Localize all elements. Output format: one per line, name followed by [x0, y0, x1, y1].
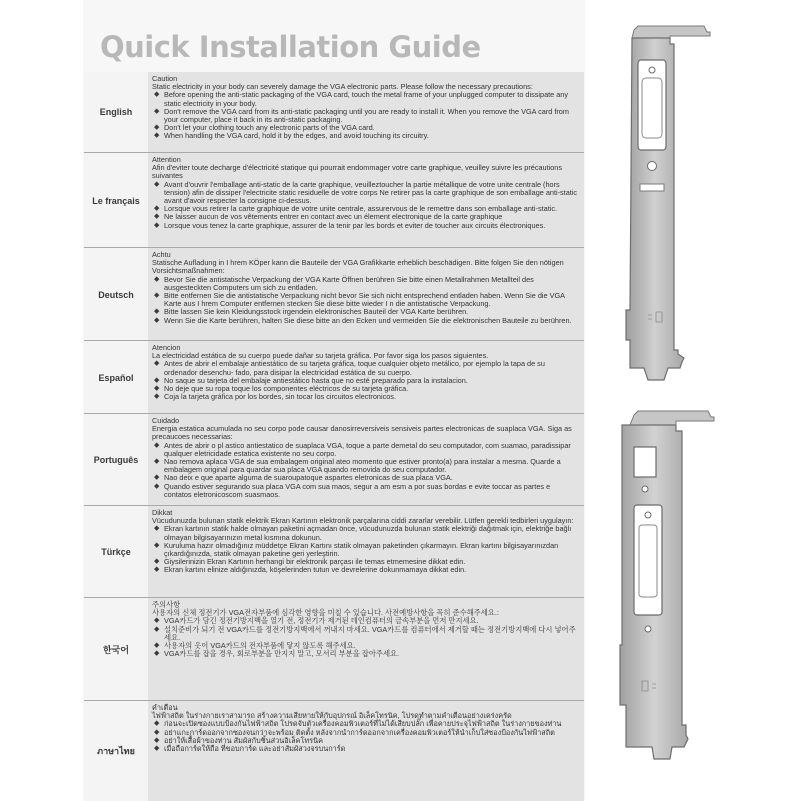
- list-item: ◆ Nao remova aplaca VGA de sua embalagem original ateo momento que estiver pronto(a) para instalar a mesma. Quarde a embalagem original para quardar sua placa VGA quando removida do seu computador.: [164, 458, 578, 474]
- list-item: ◆ VGA카드가 담긴 정전기방지백을 열기 전, 정전기가 제거된 데인컴퓨터의 금속부분을 먼저 만지세요.: [164, 617, 578, 625]
- list-item: ◆ Wenn Sie die Karte berühren, halten Sie diese bitte an den Ecken und vermeiden Sie die elektronischen Bauteile zu berühren.: [164, 317, 578, 325]
- section-intro: 사용자의 신체 정전기가 VGA전자부품에 심각한 영향을 미칠 수 있습니다. 사전예방사항을 꼭히 준수해주세요.:: [152, 608, 499, 618]
- list-item: ◆ Before opening the anti-static packaging of the VGA card, touch the metal frame of your unplugged computer to dissipate any static electricity in your body.: [164, 91, 578, 107]
- section-heading: Achtu: [152, 250, 171, 259]
- language-label: Español: [84, 341, 148, 414]
- precaution-list: [152, 181, 578, 230]
- section-row-korean: [84, 597, 584, 701]
- list-item: ◆ Bitte entfernen Sie die antistatische Verpackung nicht bevor Sie sich nicht entsprechend entladen haben. Wenn Sie die VGA Karte aus I hrem Computer entfernen stecken Sie diese bitte wieder I n die antistatische Verpackung.: [164, 292, 578, 308]
- section-intro: La electricidad estática de su cuerpo puede dañar su tarjeta gráfica. Por favor siga los pasos siguientes.: [152, 351, 489, 361]
- page-title: Quick Installation Guide: [100, 30, 481, 64]
- section-row-thai: [84, 700, 584, 801]
- language-label: Português: [84, 414, 148, 506]
- list-item: ◆ อย่าให้เสื้อผ้าของท่าน สัมผัสกับชิ้นส่วนอิเล็คโทรนิค: [164, 737, 578, 745]
- language-label: Le français: [84, 153, 148, 248]
- list-item: ◆ Coja la tarjeta gráfica por los bordes, sin tocar los circuitos electronicos.: [164, 393, 578, 401]
- section-row-english: [84, 72, 584, 152]
- precaution-list: [152, 276, 578, 325]
- section-text: [148, 72, 584, 152]
- section-row-portuguese: [84, 413, 584, 506]
- precaution-list: [152, 720, 578, 753]
- section-row-turkish: [84, 505, 584, 598]
- section-intro: Energia estatica acumulada no seu corpo pode causar danosirreversiveis sensiveis partes electronicas de suaplaca VGA. Siga as precaucoes necessarias:: [152, 424, 572, 442]
- list-item: ◆ Ekran kartının statik halde olmayan paketini açmadan önce, vücudunuzda bulunan statik elektriği dağıtmak için, elektriğe bağlı olmayan bilgisayarınızın metal kısmına dokunun.: [164, 525, 578, 541]
- list-item: ◆ Ne laisser aucun de vos vêtements entrer en contact avec un élement electronique de la carte graphique: [164, 213, 578, 221]
- section-intro: Static electricity in your body can severely damage the VGA electronic parts. Please follow the necessary precautions:: [152, 82, 533, 92]
- precaution-list: [152, 360, 578, 401]
- section-intro: Vücudunuzda bulunan statik elektrik Ekran Kartının elektronik parçalarına ciddi zararlar verebilir. Lütfen gerekli tedbirleri uygulayın:: [152, 516, 574, 526]
- list-item: ◆ Lorsque vous tenez la carte graphique, assurer de la tenir par les bords et eviter de toucher aux circuits électroniques.: [164, 222, 578, 230]
- language-label: Türkçe: [84, 506, 148, 598]
- section-row-french: [84, 152, 584, 248]
- list-item: ◆ Lorsque vous retirer la carte graphique de votre unite centrale, assurervous de le remettre dans son emballage anti-static.: [164, 205, 578, 213]
- section-text: [148, 341, 584, 414]
- precaution-list: [152, 442, 578, 499]
- language-label: 한국어: [84, 598, 148, 701]
- list-item: ◆ Ekran kartını elinize aldığınızda, köşelerinden tutun ve devrelerine dokunmamaya dikkat edin.: [164, 566, 578, 574]
- section-text: [148, 598, 584, 701]
- low-profile-bracket-vga: [604, 20, 714, 390]
- section-intro: ไฟฟ้าสถิต ในร่างกายเราสามารถ สร้างความเสียหายให้กับอุปกรณ์ อิเล็คโทรนิค, โปรดทำตามคำเตือนอย่างเคร่งครัด: [152, 711, 512, 721]
- section-text: [148, 506, 584, 598]
- section-intro: Afin d'eviter toute decharge d'électricité statique qui pourrait endommager votre carte graphique, veuilley suivre les précautions suivantes: [152, 163, 563, 181]
- section-heading: Attention: [152, 155, 181, 164]
- language-label: English: [84, 72, 148, 152]
- list-item: ◆ Antes de abrir el embalaje antiestático de su tarjeta gráfica, toque cualquier objeto metálico, por ejemplo la tapa de su ordenador desenchu- fado, para disipar la electricidad estática de su cuerpo.: [164, 360, 578, 376]
- list-item: ◆ VGA카드를 잡을 경우, 회로부분을 만지지 말고, 모서리 부분을 잡아주세요.: [164, 650, 578, 658]
- list-item: ◆ อย่าแกะการ์ดออกจากซองจนกว่าจะพร้อม ติดตั้ง หลังจากนำการ์ดออกจากเครื่องคอมพิวเตอร์ให้นำเก็บใส่ซองป้องกันไฟฟ้าสถิต: [164, 729, 578, 737]
- list-item: ◆ No deje que su ropa toque los componentes eléctricos de su tarjeta gráfica.: [164, 385, 578, 393]
- list-item: ◆ When handling the VGA card, hold it by the edges, and avoid touching its circuitry.: [164, 132, 578, 140]
- list-item: ◆ 사용자의 옷이 VGA카드의 전자부품에 닿지 않도록 해주세요.: [164, 642, 578, 650]
- instructions-table: [84, 72, 584, 800]
- precaution-list: [152, 617, 578, 658]
- list-item: ◆ Avant d'ouvrir l'emballage anti-static de la carte graphique, veuilleztoucher la partie métallique de votre unite centrale (hors tension) afin de dissiper l'electricite static residuelle de votre corps Ne retirer pas la carte graphique de son emballage anti-static avant d'avoir respecter la consigne ci-dessus.: [164, 181, 578, 206]
- list-item: ◆ Don't let your clothing touch any electronic parts of the VGA card.: [164, 124, 578, 132]
- low-profile-bracket-dvi: [608, 405, 718, 785]
- section-row-german: [84, 247, 584, 341]
- section-heading: Caution: [152, 74, 178, 83]
- section-text: [148, 248, 584, 341]
- list-item: ◆ เมื่อถือการ์ดให้ถือ ที่ขอบการ์ด และอย่าสัมผัสวงจรบนการ์ด: [164, 745, 578, 753]
- section-text: [148, 153, 584, 248]
- section-text: [148, 701, 584, 801]
- list-item: ◆ Kuruluma hazır olmadığınız müddetçe Ekran Kartını statik olmayan paketinden çıkarmayın. Ekran kartını bilgisayarınızdan çıkardığınızda, statik olmayan paketine geri yerleştirin.: [164, 542, 578, 558]
- section-heading: 주의사항: [152, 600, 181, 609]
- language-label: Deutsch: [84, 248, 148, 341]
- list-item: ◆ Bitte lassen Sie kein Kleidungsstock irgendein elektronisches Bauteil der VGA Karte berühren.: [164, 308, 578, 316]
- section-row-spanish: [84, 340, 584, 414]
- precaution-list: [152, 525, 578, 574]
- section-text: [148, 414, 584, 506]
- section-heading: Atencion: [152, 343, 181, 352]
- list-item: ◆ 설치준비가 되기 전 VGA카드를 정전기방지백에서 꺼내지 마세요. VGA카드를 컴퓨터에서 제거할 때는 정전기방지백에 다시 넣어주세요.: [164, 626, 578, 642]
- list-item: ◆ Giysilerinizin Ekran Kartının herhangi bir elektronik parçası ile temas etmemesine dikkat edin.: [164, 558, 578, 566]
- list-item: ◆ ก่อนจะเปิดซองแบบป้องกันไฟฟ้าสถิต โปรดจับตัวเครื่องคอมพิวเตอร์ที่ไม่ได้เสียบปลั๊ก เพื่อคายประจุไฟฟ้าสถิต ในร่างกายของท่าน: [164, 720, 578, 728]
- section-heading: Cuidado: [152, 416, 180, 425]
- section-intro: Statische Aufladung in I hrem KÖper kann die Bauteile der VGA Grafikkarte erheblich beschädigen. Bitte folgen Sie den nötigen Vorsichtsmaßnahmen:: [152, 258, 564, 276]
- list-item: ◆ Bevor Sie die antistatische Verpackung der VGA Karte Öffnen berühren Sie bitte einen Metallrahmen Metallteil des ausgesteckten Computers um sich zu entladen.: [164, 276, 578, 292]
- section-heading: คำเตือน: [152, 703, 178, 712]
- list-item: ◆ Quando estiver segurando sua placa VGA com sua maos, segur a am esm a por suas bordas e evite toccar as partes e contatos eletronicoscom suasmaos.: [164, 483, 578, 499]
- list-item: ◆ Antes de abrir o pl astico antiestatico de suaplaca VGA, toque a parte demetal do seu computador, com suamao, paradissipar qualquer eletricidade estatica existente no seu corpo.: [164, 442, 578, 458]
- list-item: ◆ Don't remove the VGA card from its anti-static packaging until you are ready to install it. When you remove the VGA card from your computer, place it back in its anti-static packaging.: [164, 108, 578, 124]
- language-label: ภาษาไทย: [84, 701, 148, 801]
- section-heading: Dikkat: [152, 508, 173, 517]
- list-item: ◆ No saque su tarjeta del embalaje antiestático hasta que no esté preparado para la instalacion.: [164, 377, 578, 385]
- list-item: ◆ Nao deix e que aparte alguma de suaroupatoque aspartes eletronicas de sua placa VGA.: [164, 474, 578, 482]
- precaution-list: [152, 91, 578, 140]
